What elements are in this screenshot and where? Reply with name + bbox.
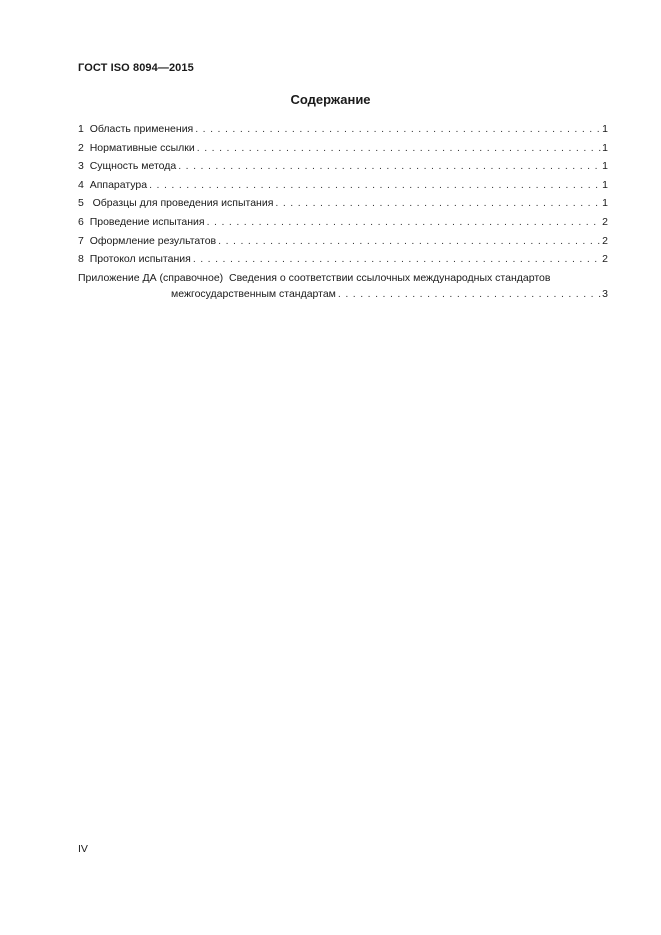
toc-item-page: 2 <box>602 253 608 266</box>
toc-dot-leader <box>218 234 601 248</box>
toc-annex-first-line <box>78 271 608 287</box>
toc-item-label: 3 Сущность метода <box>78 160 177 173</box>
toc-item-page: 2 <box>602 215 608 228</box>
toc-dot-leader <box>193 252 601 266</box>
toc-dot-leader <box>338 287 601 301</box>
toc-item-label: 1 Область применения <box>78 123 194 135</box>
page-number: IV <box>78 843 88 855</box>
toc-annex-second-line <box>78 287 608 306</box>
toc-dot-leader <box>149 178 601 192</box>
toc-item-apparatus[interactable] <box>78 178 608 197</box>
toc-annex-designation: Приложение ДА (справочное) <box>78 271 224 284</box>
toc-item-label: 7 Оформление результатов <box>78 234 217 247</box>
toc-dot-leader <box>178 159 601 173</box>
toc-annex-title-line2: межгосударственным стандартам <box>171 287 336 300</box>
toc-item-test-report[interactable] <box>78 252 608 271</box>
toc-dot-leader <box>275 196 601 210</box>
toc-item-page: 1 <box>602 160 608 173</box>
toc-item-label: 8 Протокол испытания <box>78 253 191 266</box>
toc-item-page: 1 <box>602 141 608 154</box>
toc-item-page: 1 <box>602 197 608 210</box>
toc-item-page: 2 <box>602 234 608 247</box>
document-code: ГОСТ ISO 8094—2015 <box>78 62 194 74</box>
toc-item-procedure[interactable] <box>78 215 608 234</box>
toc-item-principle[interactable] <box>78 159 608 178</box>
toc-item-label: 5 Образцы для проведения испытания <box>78 197 274 210</box>
toc-item-label: 2 Нормативные ссылки <box>78 141 195 154</box>
toc-item-label: 6 Проведение испытания <box>78 215 205 228</box>
toc-annex-title-line1: Сведения о соответствии ссылочных международных стандартов <box>229 271 551 284</box>
toc-item-annex-da[interactable] <box>78 271 608 306</box>
toc-title: Содержание <box>290 92 371 107</box>
toc-item-page: 3 <box>602 287 608 300</box>
table-of-contents <box>78 122 608 305</box>
toc-item-page: 1 <box>602 123 608 135</box>
toc-dot-leader <box>197 141 601 155</box>
toc-item-expression-of-results[interactable] <box>78 234 608 253</box>
toc-item-label: 4 Аппаратура <box>78 178 148 191</box>
toc-item-test-specimens[interactable] <box>78 196 608 215</box>
toc-item-scope[interactable] <box>78 122 608 141</box>
toc-dot-leader <box>207 215 602 229</box>
toc-item-normative-references[interactable] <box>78 141 608 160</box>
toc-dot-leader <box>195 122 601 136</box>
toc-item-page: 1 <box>602 178 608 191</box>
